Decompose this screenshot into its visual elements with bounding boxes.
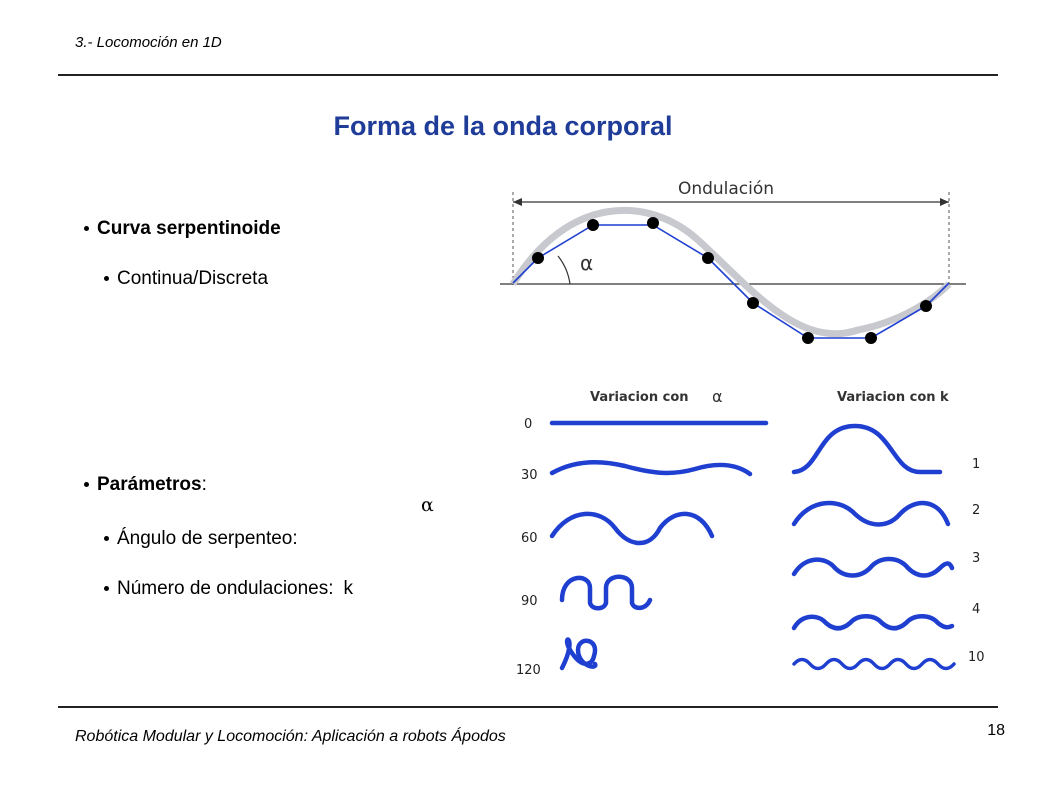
arrow-left-head [513, 198, 522, 206]
bullet-dot [104, 536, 109, 541]
k-label-1: 1 [972, 457, 981, 472]
alpha-label-90: 90 [521, 594, 538, 609]
bullet-numero-label: Número de ondulaciones: [117, 578, 334, 599]
joint-point [587, 219, 599, 231]
section-heading: 3.- Locomoción en 1D [75, 34, 222, 51]
wave-k-2 [794, 503, 948, 524]
joint-point [865, 332, 877, 344]
bullet-angulo [104, 528, 298, 550]
wave-alpha-30 [552, 462, 750, 474]
serpentinoid-figure [498, 170, 968, 355]
k-symbol: k [343, 578, 354, 599]
bullet-dot [84, 226, 89, 231]
bullet-dot [104, 276, 109, 281]
alpha-symbol: α [421, 494, 434, 516]
joint-point [920, 300, 932, 312]
alpha-arc [558, 256, 570, 284]
alpha-angle-label: α [580, 251, 594, 275]
bullet-continua [104, 268, 268, 290]
alpha-value-labels [516, 417, 541, 678]
k-label-3: 3 [972, 551, 981, 566]
ondulacion-label: Ondulación [677, 179, 775, 199]
alpha-label-30: 30 [521, 468, 538, 483]
alpha-label-0: 0 [524, 417, 533, 432]
k-label-2: 2 [972, 503, 981, 518]
wave-alpha-60 [552, 514, 712, 543]
joint-point [802, 332, 814, 344]
alpha-variation-header: Variacion con [590, 390, 689, 405]
wave-k-10 [794, 660, 954, 669]
bullet-parametros [84, 474, 207, 496]
continuous-curve [513, 210, 949, 333]
bullet-angulo-label: Ángulo de serpenteo: [117, 528, 298, 549]
bullet-parametros-label: Parámetros [97, 474, 202, 495]
joint-point [532, 252, 544, 264]
k-value-labels [968, 457, 985, 665]
joint-point [647, 217, 659, 229]
page-title: Forma de la onda corporal [333, 111, 673, 141]
k-label-4: 4 [972, 602, 981, 617]
bullet-curva-label: Curva serpentinoide [97, 218, 281, 239]
wave-alpha-90 [562, 577, 650, 609]
wave-k-3 [794, 559, 952, 576]
joint-point [702, 252, 714, 264]
top-divider [58, 74, 998, 76]
arrow-right-head [940, 198, 949, 206]
bullet-dot [84, 482, 89, 487]
alpha-label-60: 60 [521, 531, 538, 546]
bullet-continua-label: Continua/Discreta [117, 268, 269, 289]
wave-k-1 [794, 426, 940, 472]
alpha-label-120: 120 [516, 663, 541, 678]
bottom-divider [58, 706, 998, 708]
variations-figure [500, 378, 1000, 683]
joint-point [747, 297, 759, 309]
bullet-parametros-colon: : [201, 474, 207, 495]
wave-alpha-120 [562, 639, 595, 668]
alpha-variation-symbol: α [712, 387, 723, 406]
wave-k-4 [794, 616, 952, 628]
bullet-dot [104, 586, 109, 591]
k-variation-header: Variacion con k [837, 390, 949, 405]
bullet-numero [104, 578, 353, 600]
bullet-curva [84, 218, 281, 240]
page-number: 18 [987, 722, 1005, 739]
k-label-10: 10 [968, 650, 985, 665]
footer-text: Robótica Modular y Locomoción: Aplicación a robots Ápodos [75, 728, 506, 745]
